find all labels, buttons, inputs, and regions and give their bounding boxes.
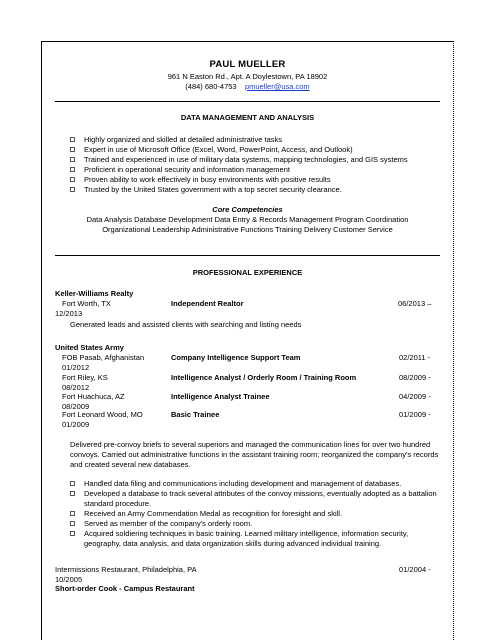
list-item: Served as member of the company's orderly room.: [70, 519, 444, 529]
job-location: Fort Leonard Wood, MO: [62, 410, 143, 419]
job-dates-end: 08/2012: [62, 383, 90, 392]
experience-title: PROFESSIONAL EXPERIENCE: [192, 268, 303, 277]
job-title: Intelligence Analyst Trainee: [171, 392, 270, 401]
job-title: Intelligence Analyst / Orderly Room / Training Room: [171, 373, 357, 382]
employer-name: United States Army: [55, 343, 124, 352]
list-item: Received an Army Commendation Medal as recognition for foresight and skill.: [70, 509, 444, 519]
job-dates-end: 08/2009: [62, 402, 90, 411]
core-competencies-line: Organizational Leadership Administrative Functions Training Delivery Customer Service: [102, 225, 393, 234]
divider: [55, 255, 440, 256]
job-description: Generated leads and assisted clients with searching and listing needs: [70, 320, 302, 329]
checkbox-icon: [70, 511, 75, 516]
army-bullets: [70, 479, 444, 549]
checkbox-icon: [70, 177, 75, 182]
job-location: Fort Riley, KS: [62, 373, 108, 382]
list-item: Developed a database to track several attributes of the convoy missions, eventually adopted as a battalion standard procedure.: [70, 489, 444, 509]
checkbox-icon: [70, 531, 75, 536]
job-title: Basic Trainee: [171, 410, 220, 419]
job-dates-end: 01/2012: [62, 363, 90, 372]
list-item: Handled data filing and communications including development and management of databases.: [70, 479, 444, 489]
core-competencies-title: Core Competencies: [212, 205, 283, 214]
address: 961 N Easton Rd., Apt. A Doylestown, PA 18902: [167, 72, 328, 81]
job-dates-end: 10/2005: [55, 575, 83, 584]
phone: (484) 680-4753: [185, 82, 237, 91]
divider: [55, 101, 440, 102]
employer-line: Intermissions Restaurant, Philadelphia, PA: [55, 565, 197, 574]
job-dates-end: 01/2009: [62, 420, 90, 429]
contact-line: [41, 82, 454, 92]
checkbox-icon: [70, 521, 75, 526]
job-location: Fort Huachuca, AZ: [62, 392, 125, 401]
job-title: Short-order Cook - Campus Restaurant: [55, 584, 195, 593]
list-item: Trained and experienced in use of military data systems, mapping technologies, and GIS systems: [70, 155, 408, 165]
job-summary: Delivered pre-convoy briefs to several superiors and managed the communication lines for over two hundred convoys. Carried out administrative functions in the assistant training room; reorganized the company's records and created several new databases.: [70, 440, 439, 469]
checkbox-icon: [70, 157, 75, 162]
job-dates: 06/2013 –: [398, 299, 432, 308]
page-border: [41, 41, 454, 640]
candidate-name: PAUL MUELLER: [209, 59, 286, 70]
job-location: Fort Worth, TX: [62, 299, 111, 308]
checkbox-icon: [70, 147, 75, 152]
list-item: Acquired soldiering techniques in basic training. Learned military intelligence, information security, geography, data analysis, and data organization skills during advanced individual training.: [70, 529, 444, 549]
list-item: Trusted by the United States government with a top secret security clearance.: [70, 185, 408, 195]
email-link[interactable]: pmueller@usa.com: [244, 82, 310, 91]
list-item: Proven ability to work effectively in busy environments with positive results: [70, 175, 408, 185]
checkbox-icon: [70, 137, 75, 142]
job-dates: 01/2004 -: [399, 565, 431, 574]
job-dates: 01/2009 -: [399, 410, 431, 419]
job-title: Company Intelligence Support Team: [171, 353, 301, 362]
core-competencies-line: Data Analysis Database Development Data Entry & Records Management Program Coordination: [86, 215, 409, 224]
checkbox-icon: [70, 481, 75, 486]
job-dates-end: 12/2013: [55, 309, 83, 318]
job-dates: 02/2011 -: [399, 353, 431, 362]
job-title: Independent Realtor: [171, 299, 244, 308]
summary-title: DATA MANAGEMENT AND ANALYSIS: [180, 113, 315, 122]
checkbox-icon: [70, 491, 75, 496]
job-location: FOB Pasab, Afghanistan: [62, 353, 145, 362]
list-item: Expert in use of Microsoft Office (Excel, Word, PowerPoint, Access, and Outlook): [70, 145, 408, 155]
job-dates: 04/2009 -: [399, 392, 431, 401]
job-dates: 08/2009 -: [399, 373, 431, 382]
list-item: Highly organized and skilled at detailed administrative tasks: [70, 135, 408, 145]
employer-name: Keller-Williams Realty: [55, 289, 134, 298]
checkbox-icon: [70, 187, 75, 192]
checkbox-icon: [70, 167, 75, 172]
summary-bullets: [70, 135, 408, 195]
list-item: Proficient in operational security and information management: [70, 165, 408, 175]
